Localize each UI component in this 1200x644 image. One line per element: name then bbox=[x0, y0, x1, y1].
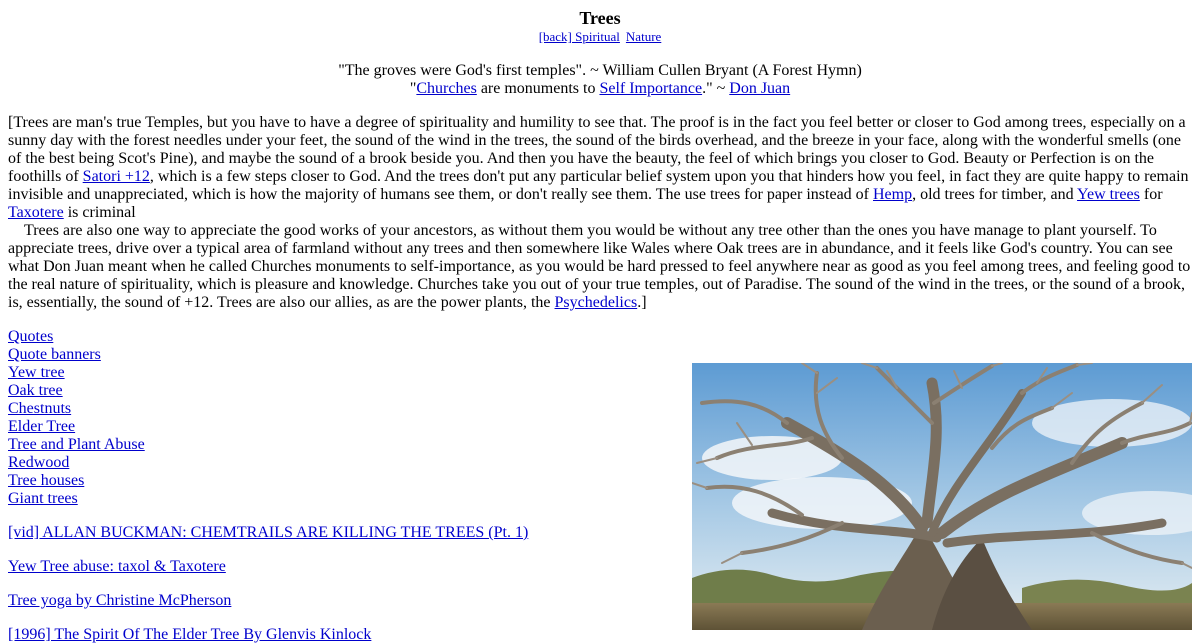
paragraph-text: for bbox=[1139, 186, 1163, 203]
link-oak-tree[interactable]: Oak tree bbox=[8, 382, 63, 399]
old-tree-photo bbox=[692, 363, 1192, 630]
quote-mark: " bbox=[409, 80, 417, 97]
self-importance-link[interactable]: Self Importance bbox=[599, 80, 703, 97]
bryant-quote: "The groves were God's first temples". ~ William Cullen Bryant (A Forest Hymn) bbox=[338, 62, 862, 79]
paragraph-text: [Trees are man's true Temples, but you have to have a degree of spirituality and humility to see that. The proof is in the fact you feel better or closer to God among trees, especially on a sunny day with the forest needles under your feet, the sound of the wind in the trees, the sound of the birds overhead, and the breeze in your face, along with the wonderful smells (one of the best being Scot's Pine), and maybe the sound of a brook beside you. And then you have the beauty, the feel of which brings you closer to God. Beauty or Perfection is on the foothills of bbox=[8, 114, 1186, 185]
paragraph-text: , old trees for timber, and bbox=[912, 186, 1078, 203]
quote-text: are monuments to bbox=[476, 80, 600, 97]
link-tree-houses[interactable]: Tree houses bbox=[8, 472, 85, 489]
paragraph-1 bbox=[8, 114, 1192, 222]
link-giant-trees[interactable]: Giant trees bbox=[8, 490, 78, 507]
paragraph-text: .] bbox=[637, 294, 647, 311]
sub-navigation bbox=[8, 29, 1192, 45]
link-redwood[interactable]: Redwood bbox=[8, 454, 70, 471]
satori-link[interactable]: Satori +12 bbox=[82, 168, 150, 185]
quote-attribution-sep: ." ~ bbox=[702, 80, 730, 97]
link-quotes[interactable]: Quotes bbox=[8, 328, 54, 345]
link-tree-yoga[interactable]: Tree yoga by Christine McPherson bbox=[8, 592, 232, 609]
link-yew-tree[interactable]: Yew tree bbox=[8, 364, 65, 381]
don-juan-link[interactable]: Don Juan bbox=[729, 80, 791, 97]
link-quote-banners[interactable]: Quote banners bbox=[8, 346, 101, 363]
paragraph-text: Trees are also one way to appreciate the good works of your ancestors, as without them you would be without any tree other than the ones you have manage to plant yourself. To appreciate trees, drive over a typical area of farmland without any trees and then somewhere like Wales where Oak trees are in abundance, and it feels like God's country. You can see what Don Juan meant when he called Churches monuments to self-importance, as you would be hard pressed to feel anywhere near as good as you feel among trees, and feeling good to the real nature of spirituality, which is pleasure and knowledge. Churches take you out of your true temples, out of Paradise. The sound of the wind in the trees, or the sound of a brook, is, essentially, the sound of +12. Trees are also our allies, as are the power plants, the bbox=[8, 222, 1191, 311]
link-elder-tree-spirit[interactable]: [1996] The Spirit Of The Elder Tree By Glenvis Kinlock bbox=[8, 626, 372, 643]
related-links bbox=[8, 328, 648, 644]
paragraph-text: , which is a few steps closer to God. And the trees don't put any particular belief system upon you that hinders how you feel, in fact they are quite happy to remain invisible and unappreciated, which is how the majority of humans see them, or don't really see them. The use trees for paper instead of bbox=[8, 168, 1189, 203]
link-chemtrails-video[interactable]: [vid] ALLAN BUCKMAN: CHEMTRAILS ARE KILLING THE TREES (Pt. 1) bbox=[8, 524, 529, 541]
paragraph-text: is criminal bbox=[63, 204, 136, 221]
link-tree-plant-abuse[interactable]: Tree and Plant Abuse bbox=[8, 436, 145, 453]
link-elder-tree[interactable]: Elder Tree bbox=[8, 418, 76, 435]
yew-trees-link[interactable]: Yew trees bbox=[1077, 186, 1140, 203]
don-juan-quote bbox=[8, 80, 1192, 98]
article-body bbox=[8, 114, 1192, 312]
link-chestnuts[interactable]: Chestnuts bbox=[8, 400, 72, 417]
churches-link[interactable]: Churches bbox=[416, 80, 477, 97]
link-yew-tree-abuse[interactable]: Yew Tree abuse: taxol & Taxotere bbox=[8, 558, 226, 575]
nature-link[interactable]: Nature bbox=[625, 29, 662, 44]
quotes-block bbox=[8, 62, 1192, 98]
taxotere-link[interactable]: Taxotere bbox=[8, 204, 64, 221]
psychedelics-link[interactable]: Psychedelics bbox=[554, 294, 638, 311]
hemp-link[interactable]: Hemp bbox=[873, 186, 913, 203]
back-spiritual-link[interactable]: [back] Spiritual bbox=[538, 29, 620, 44]
page-title: Trees bbox=[579, 8, 621, 28]
paragraph-2 bbox=[8, 222, 1192, 312]
